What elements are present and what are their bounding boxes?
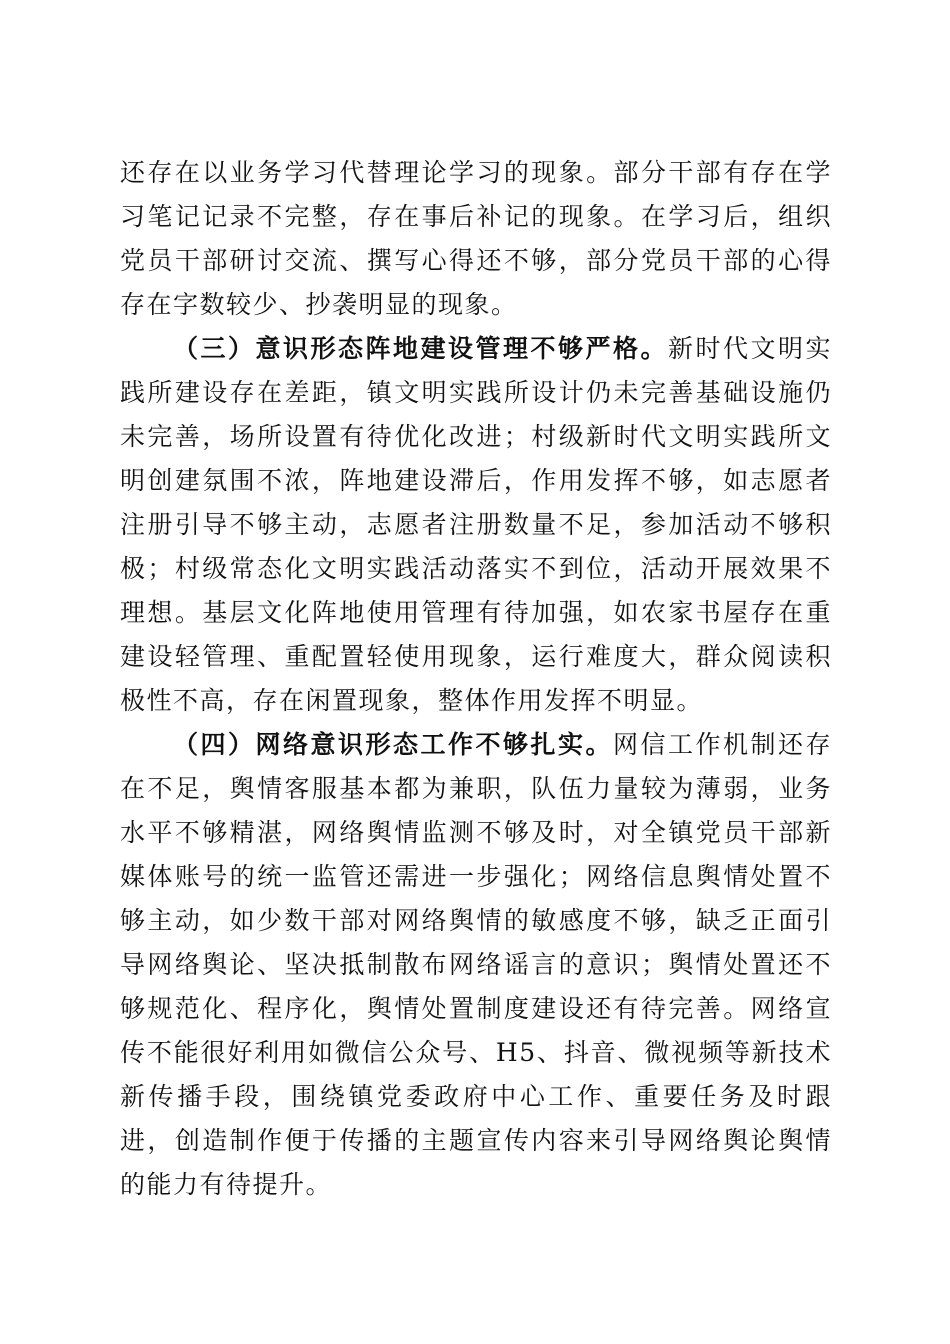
section-heading-three: （三）意识形态阵地建设管理不够严格。 [173, 334, 668, 363]
paragraph-text: 网信工作机制还存在不足，舆情客服基本都为兼职，队伍力量较为薄弱，业务水平不够精湛，网络舆情监测不够及时，对全镇党员干部新媒体账号的统一监管还需进一步强化；网络信息舆情处置不够主动，如少数干部对网络舆情的敏感度不够，缺乏正面引导网络舆论、坚决抵制散布网络谣言的意识；舆情处置还不够规范化、程序化，舆情处置制度建设还有待完善。网络宣传不能很好利用如微信公众号、H5、抖音、微视频等新技术新传播手段，围绕镇党委政府中心工作、重要任务及时跟进，创造制作便于传播的主题宣传内容来引导网络舆论舆情的能力有待提升。 [120, 730, 832, 1199]
paragraph-text: 新时代文明实践所建设存在差距，镇文明实践所设计仍未完善基础设施仍未完善，场所设置有待优化改进；村级新时代文明实践所文明创建氛围不浓，阵地建设滞后，作用发挥不够，如志愿者注册引导不够主动，志愿者注册数量不足，参加活动不够积极；村级常态化文明实践活动落实不到位，活动开展效果不理想。基层文化阵地使用管理有待加强，如农家书屋存在重建设轻管理、重配置轻使用现象，运行难度大，群众阅读积极性不高，存在闲置现象，整体作用发挥不明显。 [120, 334, 832, 715]
section-heading-four: （四）网络意识形态工作不够扎实。 [173, 730, 613, 759]
document-body [120, 151, 832, 1207]
paragraph-continuation [120, 151, 832, 327]
paragraph-text: 还存在以业务学习代替理论学习的现象。部分干部有存在学习笔记记录不完整，存在事后补记的现象。在学习后，组织党员干部研讨交流、撰写心得还不够，部分党员干部的心得存在字数较少、抄袭明显的现象。 [120, 158, 832, 319]
paragraph-section-three [120, 327, 832, 723]
paragraph-section-four [120, 723, 832, 1207]
